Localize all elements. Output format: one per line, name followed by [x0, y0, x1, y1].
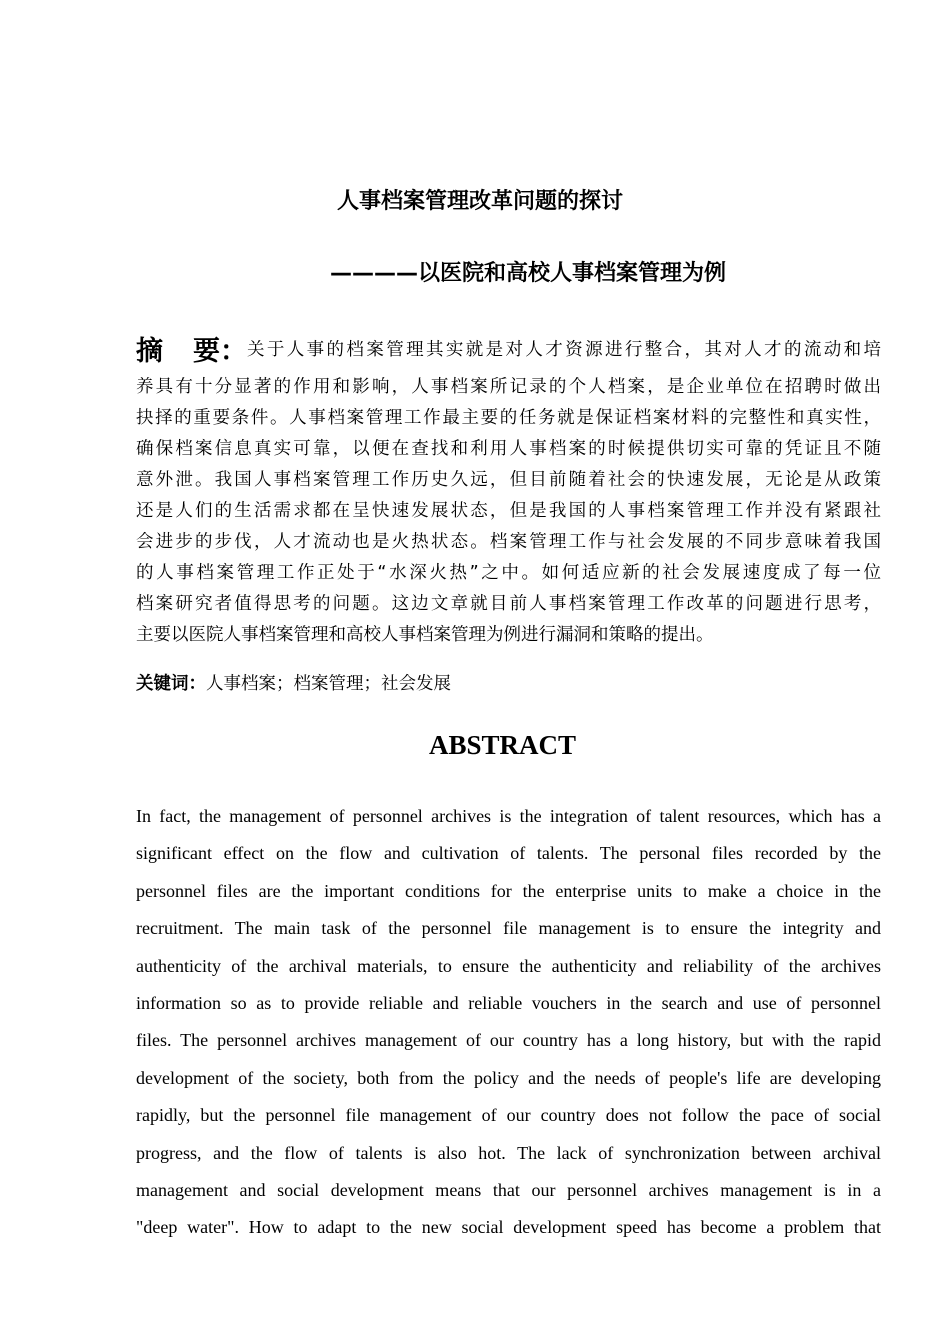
abstract-label-a: 摘: [136, 335, 163, 367]
document-subtitle: ————以医院和高校人事档案管理为例: [330, 261, 727, 286]
keywords-value: 人事档案；档案管理；社会发展: [206, 674, 451, 694]
abstract-en-line: "deep water". How to adapt to the new social development speed has become a problem that: [136, 1217, 881, 1238]
abstract-en-line: personnel files are the important conditions for the enterprise units to make a choice in the: [136, 880, 881, 901]
abstract-cn-line: 关于人事的档案管理其实就是对人才资源进行整合，其对人才的流动和培: [247, 339, 881, 360]
keywords-label: 关键词：: [136, 674, 206, 694]
abstract-label-b: 要：: [193, 335, 247, 367]
abstract-cn-first-line: [136, 328, 881, 368]
abstract-en-line: significant effect on the flow and cultivation of talents. The personal files recorded by the: [136, 843, 881, 864]
abstract-cn-line: 抉择的重要条件。人事档案管理工作最主要的任务就是保证档案材料的完整性和真实性，: [136, 408, 881, 428]
abstract-cn-line: 的人事档案管理工作正处于“水深火热”之中。如何适应新的社会发展速度成了每一位: [136, 563, 881, 583]
abstract-en-line: rapidly, but the personnel file management of our country does not follow the pace of social: [136, 1105, 881, 1126]
abstract-cn-label: [136, 329, 247, 368]
keywords: [136, 670, 451, 695]
abstract-en-line: management and social development means that our personnel archives management is in a: [136, 1179, 881, 1200]
abstract-en-line: information so as to provide reliable and reliable vouchers in the search and use of personnel: [136, 992, 881, 1013]
abstract-cn-line: 意外泄。我国人事档案管理工作历史久远，但目前随着社会的快速发展，无论是从政策: [136, 470, 881, 490]
abstract-en-heading: ABSTRACT: [428, 730, 577, 760]
abstract-cn-line: 养具有十分显著的作用和影响，人事档案所记录的个人档案，是企业单位在招聘时做出: [136, 377, 881, 397]
abstract-en-line: development of the society, both from the policy and the needs of people's life are developing: [136, 1067, 881, 1088]
abstract-en-line: authenticity of the archival materials, to ensure the authenticity and reliability of the archives: [136, 955, 881, 976]
abstract-cn-line: 主要以医院人事档案管理和高校人事档案管理为例进行漏洞和策略的提出。: [136, 625, 714, 645]
abstract-cn-body: [136, 372, 881, 651]
abstract-cn-line: 确保档案信息真实可靠，以便在查找和利用人事档案的时候提供切实可靠的凭证且不随: [136, 439, 881, 459]
abstract-en-line: progress, and the flow of talents is also hot. The lack of synchronization between archival: [136, 1142, 881, 1163]
document-title: 人事档案管理改革问题的探讨: [336, 189, 623, 214]
abstract-cn-line: 档案研究者值得思考的问题。这边文章就目前人事档案管理工作改革的问题进行思考，: [136, 594, 881, 614]
abstract-en-line: files. The personnel archives management of our country has a long history, but with the rapid: [136, 1030, 881, 1051]
abstract-cn-line: 还是人们的生活需求都在呈快速发展状态，但是我国的人事档案管理工作并没有紧跟社: [136, 501, 881, 521]
abstract-en-line: recruitment. The main task of the personnel file management is to ensure the integrity and: [136, 918, 881, 939]
abstract-en-body: [136, 798, 881, 1247]
abstract-en-line: In fact, the management of personnel archives is the integration of talent resources, which has a: [136, 806, 881, 826]
abstract-cn-line: 会进步的步伐，人才流动也是火热状态。档案管理工作与社会发展的不同步意味着我国: [136, 532, 881, 552]
